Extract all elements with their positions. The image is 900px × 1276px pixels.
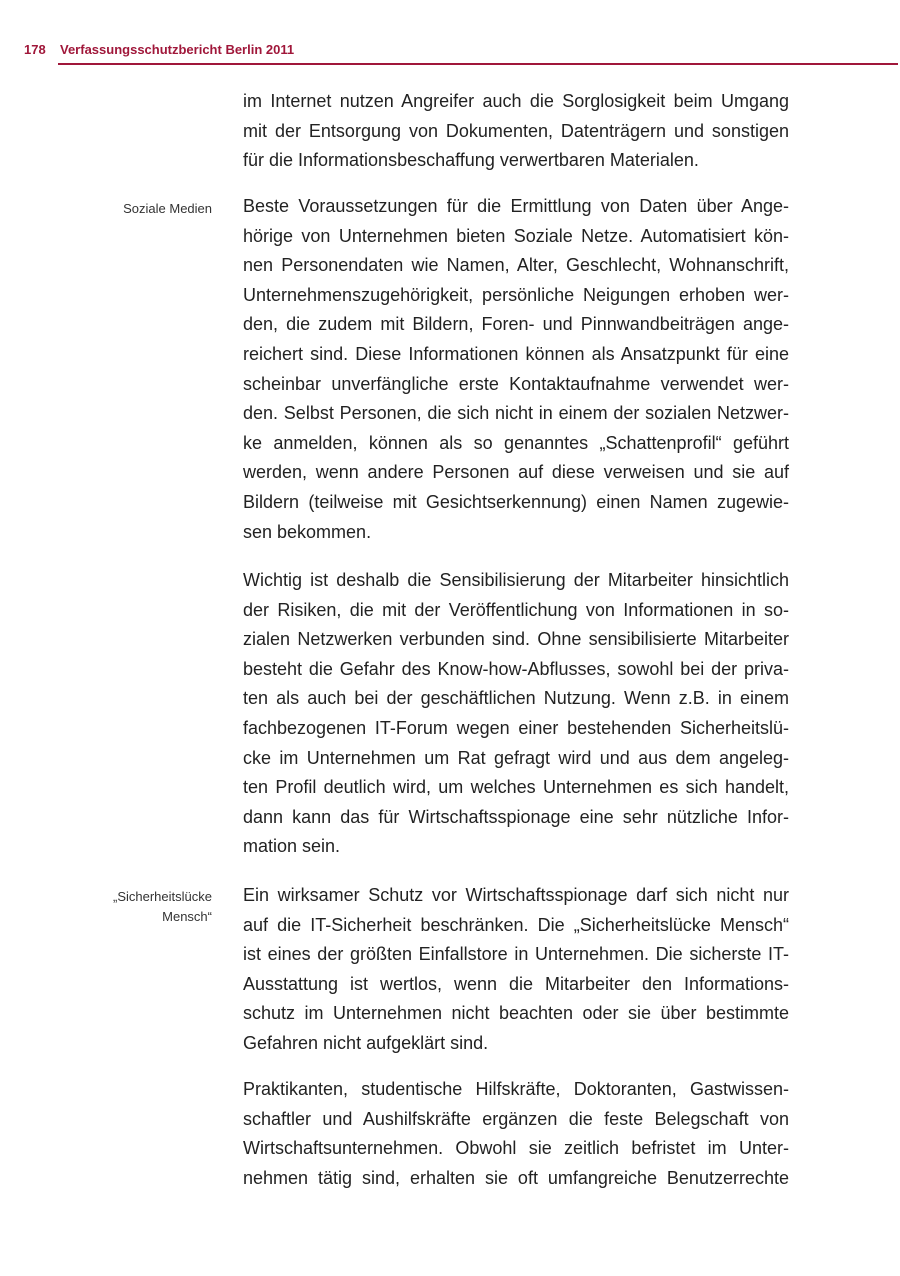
- paragraph-3: [243, 566, 789, 862]
- margin-note-label: „Sicherheitslücke: [113, 889, 212, 904]
- margin-note-label: Soziale Medien: [123, 201, 212, 216]
- text-line: schaftler und Aushilfskräfte ergänzen die feste Belegschaft von: [243, 1108, 789, 1129]
- text-line: den. Selbst Personen, die sich nicht in einem der sozialen Netzwer-: [243, 403, 789, 424]
- text-line: cke im Unternehmen um Rat gefragt wird und aus dem angeleg-: [243, 747, 789, 768]
- text-line: Beste Voraussetzungen für die Ermittlung von Daten über Ange-: [243, 196, 789, 216]
- text-line: ten als auch bei der geschäftlichen Nutzung. Wenn z.B. in einem: [243, 688, 789, 709]
- text-line: nehmen tätig sind, erhalten sie oft umfangreiche Benutzerrechte: [243, 1167, 789, 1188]
- text-line: werden, wenn andere Personen auf diese verweisen und sie auf: [243, 462, 789, 483]
- text-line: scheinbar unverfängliche erste Kontaktaufnahme verwendet wer-: [243, 373, 789, 394]
- text-line: sen bekommen.: [243, 521, 372, 542]
- text-line: dann kann das für Wirtschaftsspionage eine sehr nützliche Infor-: [243, 806, 789, 827]
- page-number: 178: [24, 42, 46, 57]
- text-line: Praktikanten, studentische Hilfskräfte, Doktoranten, Gastwissen-: [243, 1079, 789, 1099]
- paragraph-4: [243, 881, 789, 1059]
- text-line: zialen Netzwerken verbunden sind. Ohne sensibilisierte Mitarbeiter: [243, 629, 789, 650]
- text-line: besteht die Gefahr des Know-how-Abflusses, sowohl bei der priva-: [243, 658, 789, 679]
- paragraph-1: [243, 87, 789, 176]
- paragraph-2: [243, 192, 789, 547]
- paragraph-5: [243, 1075, 789, 1193]
- text-line: den, die zudem mit Bildern, Foren- und Pinnwandbeiträgen ange-: [243, 314, 789, 335]
- text-line: hörige von Unternehmen bieten Soziale Netze. Automatisiert kön-: [243, 225, 789, 246]
- text-line: Bildern (teilweise mit Gesichtserkennung) einen Namen zugewie-: [243, 491, 789, 512]
- text-line: Ausstattung ist wertlos, wenn die Mitarbeiter den Informations-: [243, 973, 789, 994]
- text-line: für die Informationsbeschaffung verwertbaren Materialen.: [243, 150, 699, 171]
- margin-note-label: Mensch“: [162, 909, 212, 924]
- text-line: ten Profil deutlich wird, um welches Unternehmen es sich handelt,: [243, 777, 789, 798]
- text-line: auf die IT-Sicherheit beschränken. Die „Sicherheitslücke Mensch“: [243, 914, 789, 935]
- running-title: Verfassungsschutzbericht Berlin 2011: [60, 42, 295, 57]
- margin-note-soziale-medien: [52, 199, 212, 219]
- text-line: ke anmelden, können als so genanntes „Schattenprofil“ geführt: [243, 432, 789, 453]
- text-line: reichert sind. Diese Informationen können als Ansatzpunkt für eine: [243, 343, 789, 364]
- text-line: der Risiken, die mit der Veröffentlichung von Informationen in so-: [243, 599, 789, 620]
- text-line: ist eines der größten Einfallstore in Unternehmen. Die sicherste IT-: [243, 944, 789, 965]
- text-line: Gefahren nicht aufgeklärt sind.: [243, 1032, 489, 1053]
- text-line: mit der Entsorgung von Dokumenten, Datenträgern und sonstigen: [243, 120, 789, 141]
- page-header: [24, 40, 898, 66]
- header-rule: [58, 63, 898, 65]
- text-line: fachbezogenen IT-Forum wegen einer bestehenden Sicherheitslü-: [243, 717, 789, 738]
- text-line: schutz im Unternehmen nicht beachten oder sie über bestimmte: [243, 1003, 789, 1024]
- text-line: Wichtig ist deshalb die Sensibilisierung der Mitarbeiter hinsichtlich: [243, 570, 789, 590]
- text-line: Wirtschaftsunternehmen. Obwohl sie zeitlich befristet im Unter-: [243, 1138, 789, 1159]
- text-line: nen Personendaten wie Namen, Alter, Geschlecht, Wohnanschrift,: [243, 255, 789, 276]
- text-line: Unternehmenszugehörigkeit, persönliche Neigungen erhoben wer-: [243, 284, 789, 305]
- text-line: mation sein.: [243, 836, 341, 857]
- margin-note-sicherheitsluecke: [52, 887, 212, 927]
- text-line: im Internet nutzen Angreifer auch die Sorglosigkeit beim Umgang: [243, 91, 789, 111]
- text-line: Ein wirksamer Schutz vor Wirtschaftsspionage darf sich nicht nur: [243, 885, 789, 905]
